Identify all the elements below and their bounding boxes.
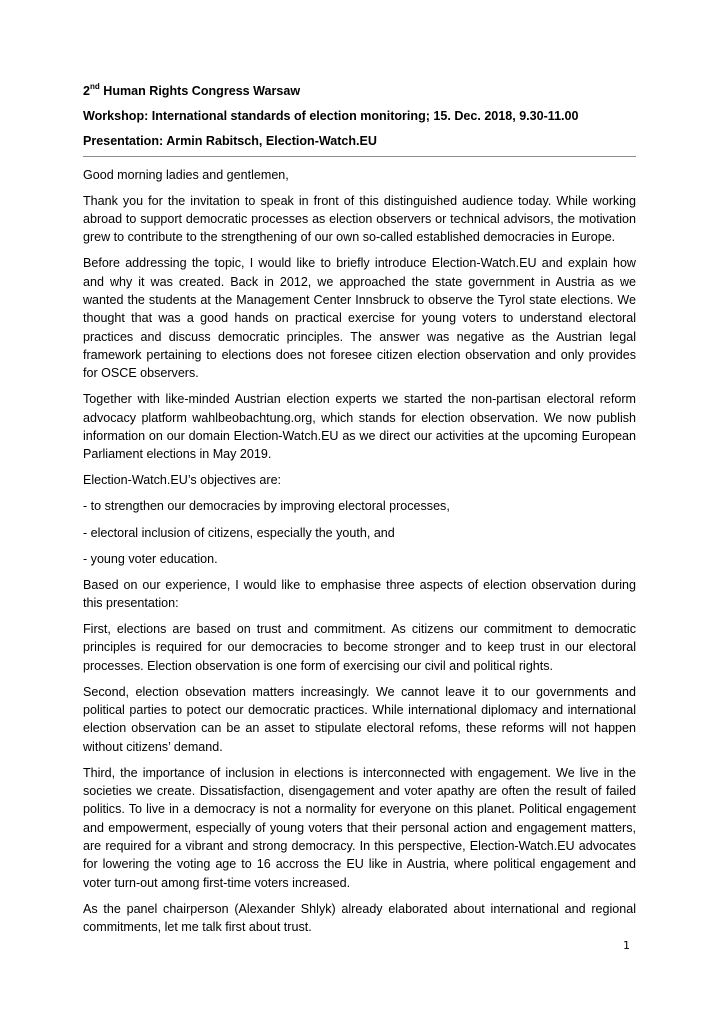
workshop-title: Workshop: International standards of election monitoring; 15. Dec. 2018, 9.30-11.00: [83, 108, 579, 123]
body-paragraph: Thank you for the invitation to speak in front of this distinguished audience today. While working abroad to support democratic processes as election observers or technical advisors, the motivation grew to contribute to the strengthening of our own so-called established democracies in Europe.: [83, 193, 636, 245]
congress-superscript: nd: [89, 81, 100, 91]
header-divider: [83, 156, 636, 157]
congress-prefix: 2: [83, 84, 90, 98]
greeting-paragraph: Good morning ladies and gentlemen,: [83, 167, 289, 182]
congress-rest: Human Rights Congress Warsaw: [99, 84, 301, 98]
congress-title: [83, 82, 636, 100]
objective-item: - young voter education.: [83, 551, 218, 566]
body-paragraph: Together with like-minded Austrian election experts we started the non-partisan electoral reform advocacy platform wahlbeobachtung.org, which stands for election observation. We now publish information on our domain Election-Watch.EU as we direct our activities at the upcoming European Parliament elections in May 2019.: [83, 392, 636, 462]
body-paragraph: Based on our experience, I would like to emphasise three aspects of election observation during this presentation:: [83, 577, 636, 610]
body-paragraph: Second, election obsevation matters increasingly. We cannot leave it to our governments and political parties to potect our democratic practices. While international diplomacy and international election observation can be an asset to stipulate electoral refoms, these reforms will not happen without citizens’ demand.: [83, 684, 636, 754]
body-paragraph: First, elections are based on trust and commitment. As citizens our commitment to democratic principles is required for our democracies to become stronger and to keep trust in our electoral processes. Election observation is one form of exercising our civil and political rights.: [83, 622, 636, 673]
document-content: [83, 82, 636, 944]
body-paragraph: As the panel chairperson (Alexander Shlyk) already elaborated about international and regional commitments, let me talk first about trust.: [83, 901, 636, 934]
presentation-title: Presentation: Armin Rabitsch, Election-Watch.EU: [83, 133, 377, 148]
objective-item: - to strengthen our democracies by improving electoral processes,: [83, 499, 450, 514]
objectives-heading: Election-Watch.EU’s objectives are:: [83, 473, 282, 488]
objective-item: - electoral inclusion of citizens, especially the youth, and: [83, 525, 395, 540]
body-paragraph: Before addressing the topic, I would like to briefly introduce Election-Watch.EU and explain how and why it was created. Back in 2012, we approached the state government in Austria as we wanted the students at the Management Center Innsbruck to observe the Tyrol state elections. We thought that was a good hands on practical exercise for young voters to understand electoral practices and discuss democratic principles. The answer was negative as the Austrian legal framework pertaining to elections does not foresee citizen election observation and only provides for OSCE observers.: [83, 256, 636, 381]
body-paragraph: Third, the importance of inclusion in elections is interconnected with engagement. We live in the societies we create. Dissatisfaction, disengagement and voter apathy are often the result of failed politics. To live in a democracy is not a normality for everyone on this planet. Political engagement and empowerment, especially of young voters that their personal action and engagement matters, are required for a vibrant and strong democracy. In this perspective, Election-Watch.EU advocates for lowering the voting age to 16 accross the EU like in Austria, where political engagement and voter turn-out among first-time voters increased.: [83, 765, 636, 890]
page-number: 1: [623, 939, 630, 952]
